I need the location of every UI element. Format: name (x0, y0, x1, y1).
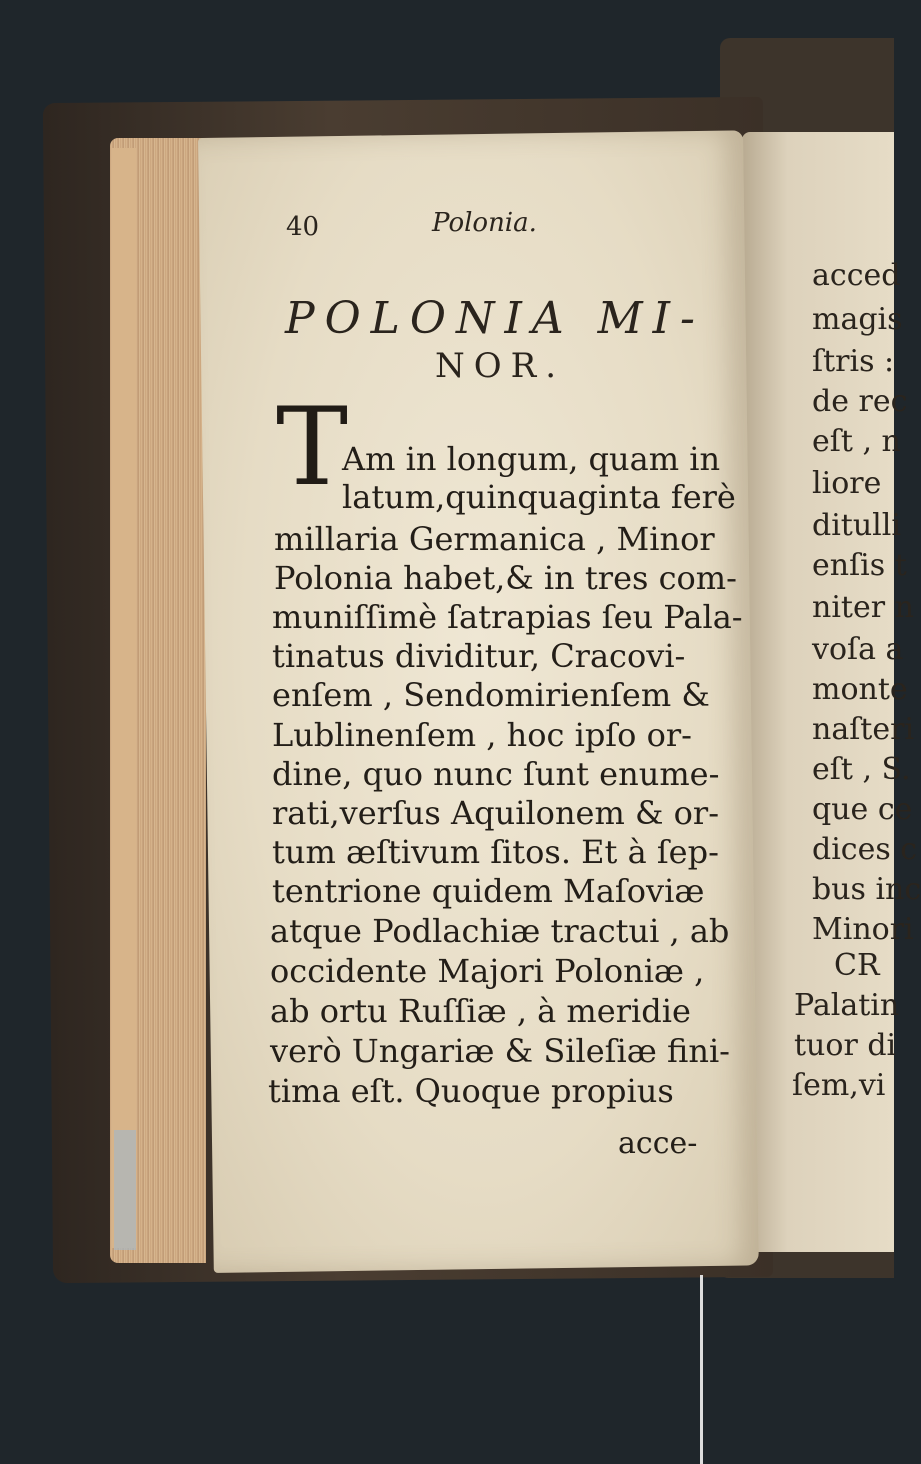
text-line: atque Podlachiæ tractui , ab (270, 912, 730, 950)
facing-line: que ce (812, 792, 913, 827)
text-line: millaria Germanica , Minor (274, 520, 715, 558)
facing-line: magis (812, 302, 903, 337)
text-line: latum,quinquaginta ferè (342, 478, 736, 516)
text-line: ab ortu Ruſſiæ , à meridie (270, 992, 691, 1030)
text-line: verò Ungariæ & Sileſiæ fini- (270, 1032, 730, 1070)
text-line: enſem , Sendomirienſem & (272, 676, 710, 714)
facing-line: Palatin (794, 988, 900, 1023)
facing-line: bus inc (812, 872, 921, 907)
facing-line: CR (834, 948, 880, 983)
text-line: tentrione quidem Maſoviæ (272, 872, 705, 910)
text-line: tima eſt. Quoque propius (268, 1072, 674, 1110)
text-line: muniſſimè ſatrapias ſeu Pala- (272, 598, 743, 636)
facing-line: tuor di (794, 1028, 897, 1063)
facing-line: ditulli (812, 508, 901, 543)
text-line: tum æſtivum ſitos. Et à ſep- (272, 833, 719, 871)
text-line: tinatus dividitur, Cracovi- (272, 637, 686, 675)
facing-line: liore (812, 466, 882, 501)
facing-line: enſis t (812, 548, 907, 583)
page-edge-tan (112, 148, 136, 1248)
facing-line: niter n (812, 590, 914, 625)
text-line: Lublinenſem , hoc ipſo or- (272, 716, 692, 754)
facing-line: eſt , n (812, 424, 901, 459)
facing-line: Minori (812, 912, 914, 947)
running-head: Polonia. (432, 208, 537, 238)
page-number: 40 (286, 212, 320, 242)
facing-line: monte (812, 672, 908, 707)
text-line: Am in longum, quam in (342, 440, 721, 478)
text-line: dine, quo nunc ſunt enume- (272, 755, 720, 793)
text-line: occidente Majori Poloniæ , (270, 952, 705, 990)
facing-line: ſem,vi (792, 1068, 886, 1103)
page-edge-blue (114, 1130, 136, 1250)
facing-line: eſt , S. (812, 752, 911, 787)
facing-line: dices c (812, 832, 918, 867)
text-line: Polonia habet,& in tres com- (274, 559, 737, 597)
gutter-line (700, 1275, 703, 1464)
text-line: rati,verſus Aquilonem & or- (272, 794, 720, 832)
heading-line-2: NOR. (435, 346, 566, 386)
facing-line: ſtris : (812, 344, 895, 379)
facing-line: acced (812, 258, 901, 293)
facing-line: naſteri (812, 712, 915, 747)
facing-line: voſa a (812, 632, 904, 667)
facing-line: de rec (812, 384, 908, 419)
drop-cap: T (276, 385, 349, 510)
heading-line-1: POLONIA MI- (285, 293, 705, 344)
catchword: acce- (618, 1126, 698, 1161)
